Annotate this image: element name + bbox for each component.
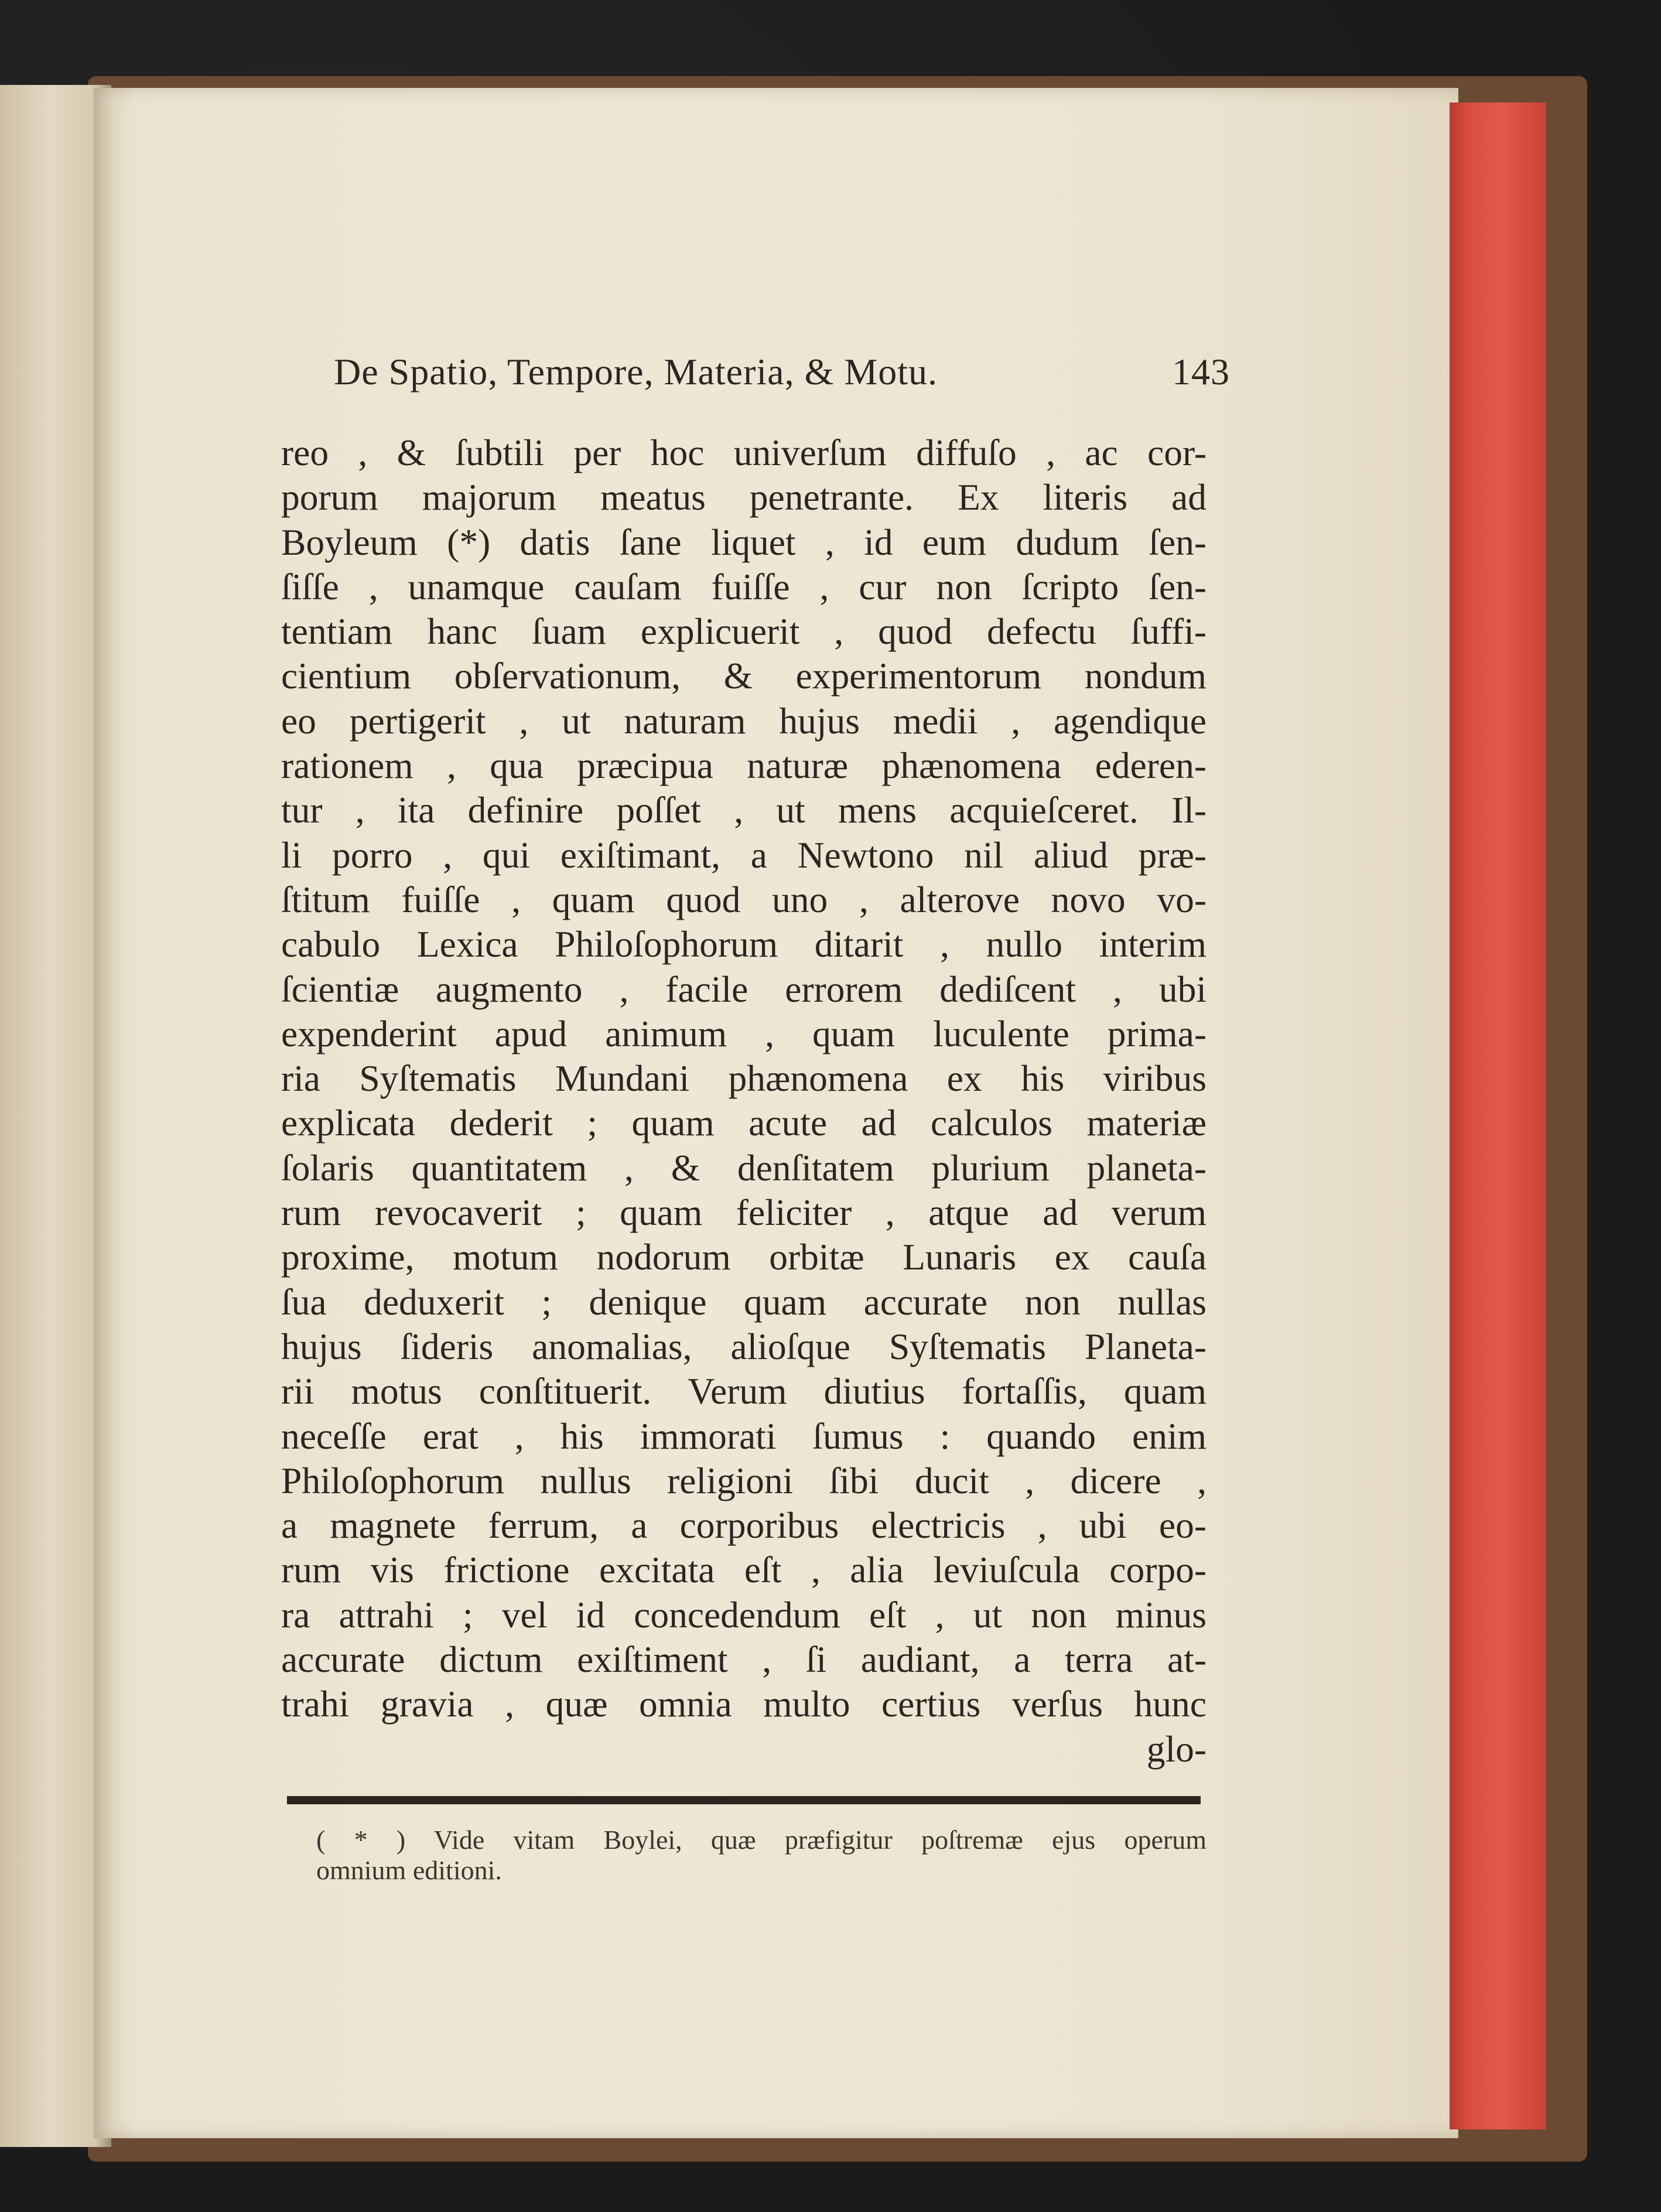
text-line: ſolaris quantitatem , & denſitatem plurium planeta-: [281, 1146, 1207, 1189]
text-line: ſcientiæ augmento , facile errorem dediſcent , ubi: [281, 968, 1207, 1010]
running-head: [334, 346, 1230, 398]
text-line: eo pertigerit , ut naturam hujus medii , agendique: [281, 699, 1207, 742]
page-number: 143: [1172, 351, 1230, 392]
text-line: a magnete ferrum, a corporibus electricis , ubi eo-: [281, 1504, 1207, 1547]
text-line: li porro , qui exiſtimant, a Newtono nil aliud præ-: [281, 834, 1207, 876]
text-line: rationem , qua præcipua naturæ phænomena ederen-: [281, 745, 1207, 787]
text-line: rum vis frictione excitata eſt , alia leviuſcula corpo-: [281, 1549, 1207, 1591]
text-line: Boyleum (*) datis ſane liquet , id eum dudum ſen-: [281, 521, 1207, 563]
catchword: glo-: [1146, 1728, 1207, 1770]
footnote-rule: [287, 1796, 1201, 1804]
text-line: hujus ſideris anomalias, alioſque Syſtematis Planeta-: [281, 1325, 1207, 1367]
text-line: rum revocaverit ; quam feliciter , atque ad verum: [281, 1192, 1207, 1234]
text-line: rii motus conſtituerit. Verum diutius fortaſſis, quam: [281, 1370, 1207, 1412]
text-line: explicata dederit ; quam acute ad calculos materiæ: [281, 1102, 1207, 1144]
text-line: tentiam hanc ſuam explicuerit , quod defectu ſuffi-: [281, 610, 1207, 653]
text-line: cientium obſervationum, & experimentorum nondum: [281, 655, 1207, 697]
text-line: Philoſophorum nullus religioni ſibi ducit , dicere ,: [281, 1459, 1207, 1501]
text-line: ſua deduxerit ; denique quam accurate non nullas: [281, 1281, 1207, 1323]
text-line: ra attrahi ; vel id concedendum eſt , ut non minus: [281, 1593, 1207, 1636]
text-line: proxime, motum nodorum orbitæ Lunaris ex cauſa: [281, 1236, 1207, 1278]
text-line: expenderint apud animum , quam luculente prima-: [281, 1012, 1207, 1054]
text-line: ſiſſe , unamque cauſam fuiſſe , cur non ſcripto ſen-: [281, 565, 1207, 607]
text-line: trahi gravia , quæ omnia multo certius verſus hunc: [281, 1683, 1207, 1725]
footnote: [316, 1825, 1207, 1886]
text-line: tur , ita definire poſſet , ut mens acquieſceret. Il-: [281, 789, 1207, 831]
text-line: neceſſe erat , his immorati ſumus : quando enim: [281, 1415, 1207, 1457]
text-line: cabulo Lexica Philoſophorum ditarit , nullo interim: [281, 923, 1207, 965]
footnote-line: ( * ) Vide vitam Boylei, quæ præfigitur poſtremæ ejus operum: [316, 1825, 1207, 1855]
text-line: accurate dictum exiſtiment , ſi audiant, a terra at-: [281, 1638, 1207, 1681]
red-page-edge: [1450, 103, 1546, 2129]
text-line: ſtitum fuiſſe , quam quod uno , alterove novo vo-: [281, 878, 1207, 920]
text-line: porum majorum meatus penetrante. Ex literis ad: [281, 476, 1207, 518]
running-head-title: De Spatio, Tempore, Materia, & Motu.: [334, 351, 938, 392]
text-line: reo , & ſubtili per hoc univerſum diffuſo , ac cor-: [281, 432, 1207, 473]
text-line: ria Syſtematis Mundani phænomena ex his viribus: [281, 1057, 1207, 1100]
footnote-line: omnium editioni.: [316, 1855, 502, 1885]
body-text: [281, 431, 1207, 1771]
